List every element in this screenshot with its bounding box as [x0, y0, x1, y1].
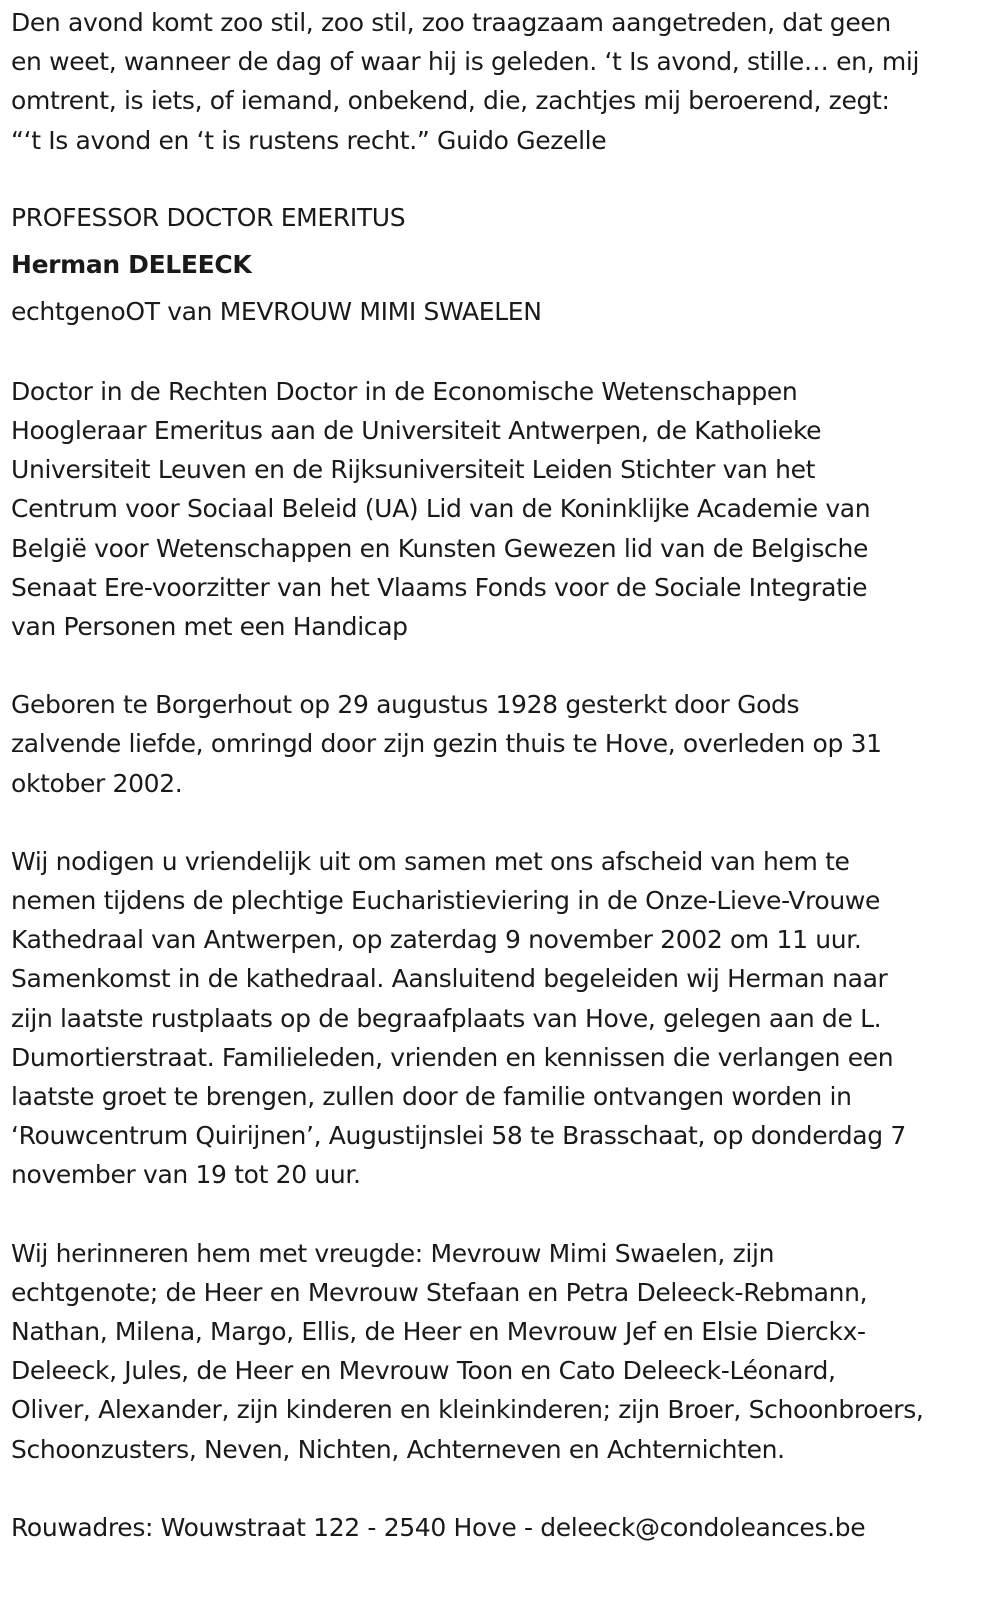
- funeral-invitation-paragraph: Wij nodigen u vriendelijk uit om samen met ons afscheid van hem te nemen tijdens de plechtige Eucharistieviering in de Onze-Lieve-Vrouwe Kathedraal van Antwerpen, op zaterdag 9 november 2002 om 11 uur. Samenkomst in de kathedraal. Aansluitend begeleiden wij Herman naar zijn laatste rustplaats op de begraafplaats van Hove, gelegen aan de L. Dumortierstraat. Familieleden, vrienden en kennissen die verlangen een laatste groet te brengen, zullen door de familie ontvangen worden in ‘Rouwcentrum Quirijnen’, Augustijnslei 58 te Brasschaat, op donderdag 7 november van 19 tot 20 uur.: [11, 846, 906, 1190]
- academic-title: PROFESSOR DOCTOR EMERITUS: [11, 202, 406, 232]
- birth-death-paragraph: Geboren te Borgerhout op 29 augustus 1928 gesterkt door Gods zalvende liefde, omringd door zijn gezin thuis te Hove, overleden op 31 oktober 2002.: [11, 690, 882, 798]
- biography-paragraph: Doctor in de Rechten Doctor in de Economische Wetenschappen Hoogleraar Emeritus aan de Universiteit Antwerpen, de Katholieke Universiteit Leuven en de Rijksuniversiteit Leiden Stichter van het Centrum voor Sociaal Beleid (UA) Lid van de Koninklijke Academie van België voor Wetenschappen en Kunsten Gewezen lid van de Belgische Senaat Ere-voorzitter van het Vlaams Fonds voor de Sociale Integratie van Personen met een Handicap: [11, 376, 871, 642]
- deceased-name: Herman DELEECK: [11, 249, 252, 279]
- spouse-line: echtgenoOT van MEVROUW MIMI SWAELEN: [11, 296, 542, 326]
- condolence-address: Rouwadres: Wouwstraat 122 - 2540 Hove - deleeck@condoleances.be: [11, 1512, 866, 1542]
- deceased-heading: [11, 194, 986, 335]
- poem-quote: Den avond komt zoo stil, zoo stil, zoo traagzaam aangetreden, dat geen en weet, wanneer de dag of waar hij is geleden. ‘t Is avond, stille… en, mij omtrent, is iets, of iemand, onbekend, die, zachtjes mij beroerend, zegt: “‘t Is avond en ‘t is rustens recht.” Guido Gezelle: [11, 8, 920, 155]
- obituary-document: [11, 0, 986, 1547]
- family-paragraph: Wij herinneren hem met vreugde: Mevrouw Mimi Swaelen, zijn echtgenote; de Heer en Mevrouw Stefaan en Petra Deleeck-Rebmann, Nathan, Milena, Margo, Ellis, de Heer en Mevrouw Jef en Elsie Dierckx- Deleeck, Jules, de Heer en Mevrouw Toon en Cato Deleeck-Léonard, Oliver, Alexander, zijn kinderen en kleinkinderen; zijn Broer, Schoonbroers, Schoonzusters, Neven, Nichten, Achterneven en Achternichten.: [11, 1238, 924, 1464]
